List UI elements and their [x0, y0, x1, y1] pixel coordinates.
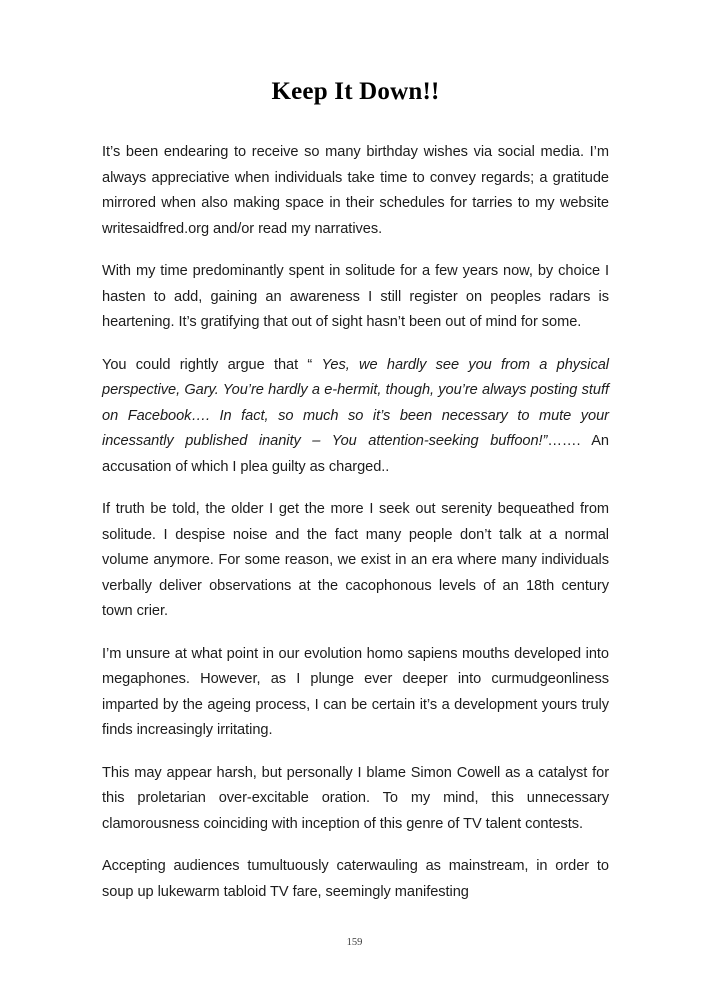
text-run: Accepting audiences tumultuously caterwauling as mainstream, in order to soup up lukewarm tabloid TV fare, seemingly manifesting	[102, 858, 609, 900]
text-run: ……. An accusation of which I plea guilty as charged..	[102, 433, 609, 475]
paragraph	[102, 642, 609, 744]
paragraph	[102, 761, 609, 838]
text-run: If truth be told, the older I get the more I seek out serenity bequeathed from solitude. I despise noise and the fact many people don’t talk at a normal volume anymore. For some reason, we exist in an era where many individuals verbally deliver observations at the cacophonous levels of an 18th century town crier.	[102, 501, 609, 619]
paragraph	[102, 259, 609, 336]
page-folio: 159	[346, 937, 363, 948]
paragraph	[102, 854, 609, 905]
paragraph	[102, 140, 609, 242]
text-run: It’s been endearing to receive so many birthday wishes via social media. I’m always appreciative when individuals take time to convey regards; a gratitude mirrored when also making space in their schedules for tarries to my website writesaidfred.org and/or read my narratives.	[102, 144, 609, 237]
page-title: Keep It Down!!	[271, 78, 440, 105]
text-run: I’m unsure at what point in our evolution homo sapiens mouths developed into megaphones. However, as I plunge ever deeper into curmudgeonliness imparted by the ageing process, I can be certain it’s a development yours truly finds increasingly irritating.	[102, 645, 609, 738]
quoted-italic-text: Yes, we hardly see you from a physical perspective, Gary. You’re hardly a e-hermit, though, you’re always posting stuff on Facebook…. In fact, so much so it’s been necessary to mute your incessantly published inanity – You attention-seeking buffoon!”	[102, 356, 610, 449]
body-text	[102, 140, 609, 905]
paragraph	[102, 497, 609, 625]
text-run: With my time predominantly spent in solitude for a few years now, by choice I hasten to add, gaining an awareness I still register on peoples radars is heartening. It’s gratifying that out of sight hasn’t been out of mind for some.	[102, 263, 609, 330]
paragraph	[102, 353, 609, 481]
text-run: You could rightly argue that “	[102, 356, 322, 373]
text-run: This may appear harsh, but personally I blame Simon Cowell as a catalyst for this proletarian over-excitable oration. To my mind, this unnecessary clamorousness coinciding with inception of this genre of TV talent contests.	[102, 764, 609, 832]
